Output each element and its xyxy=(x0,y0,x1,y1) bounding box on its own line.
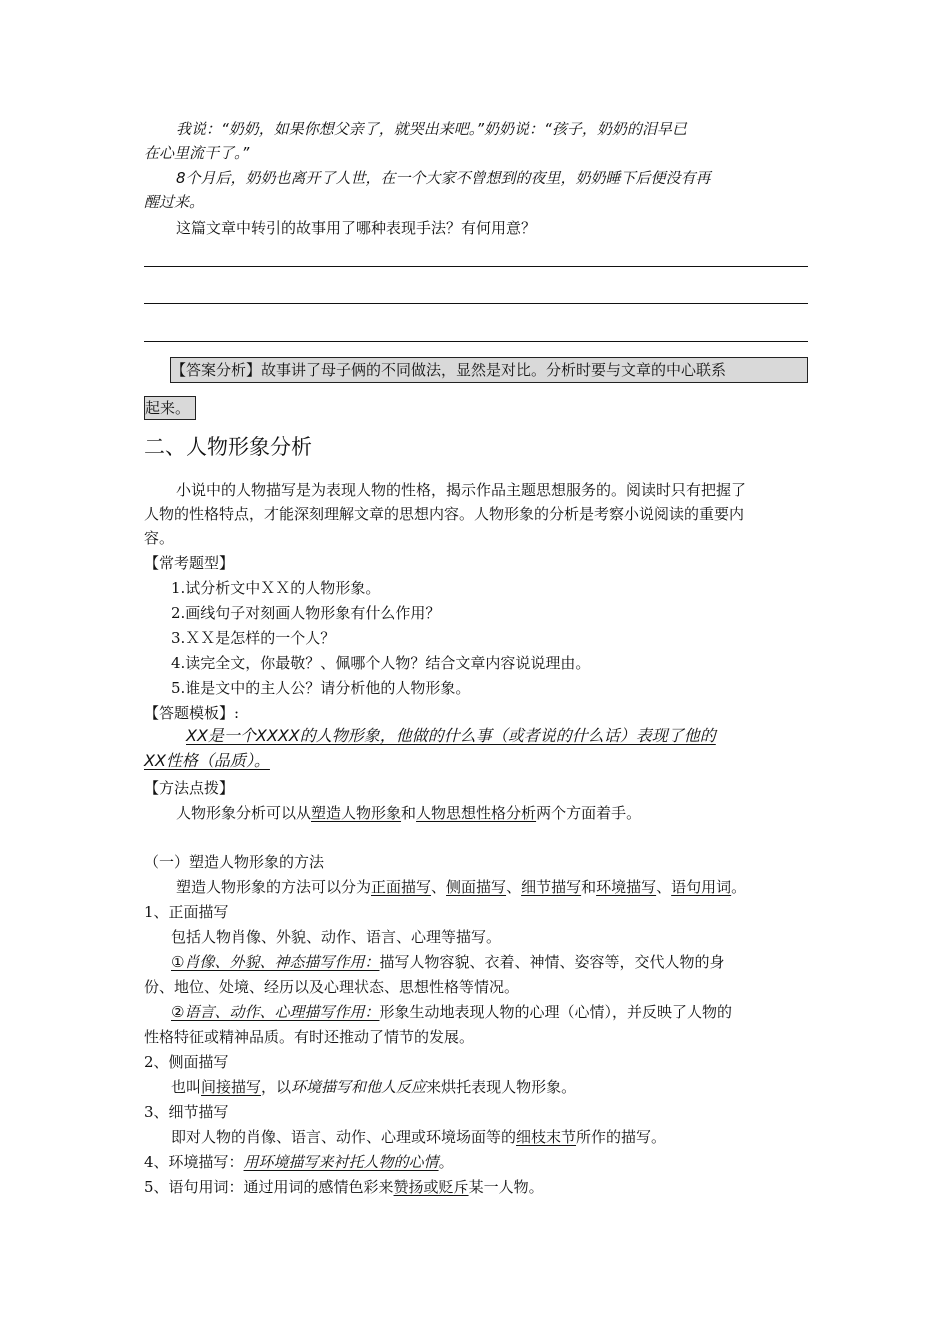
common-item-1: 1.试分析文中ＸＸ的人物形象。 xyxy=(171,579,381,597)
method-text: 两个方面着手。 xyxy=(536,804,642,822)
story-text: 在心里流干了。” xyxy=(144,144,250,162)
heading-detail-description: 3、细节描写 xyxy=(144,1103,229,1121)
common-item-4: 4.读完全文，你最敬？、佩哪个人物？结合文章内容说说理由。 xyxy=(171,654,591,672)
answer-template-line-1 xyxy=(186,724,850,748)
intro-line-1: 小说中的人物描写是为表现人物的性格，揭示作品主题思想服务的。阅读时只有把握了 xyxy=(176,481,747,499)
answer-line-1 xyxy=(144,266,808,267)
intro-line-2: 人物的性格特点，才能深刻理解文章的思想内容。人物形象的分析是考察小说阅读的重要内 xyxy=(144,505,745,523)
method-text: 人物形象分析可以从 xyxy=(176,804,312,822)
method-wording: 语句用词 xyxy=(671,878,732,896)
method-tips-text xyxy=(176,801,840,825)
language-effect-line-2: 性格特征或精神品质。有时还推动了情节的发展。 xyxy=(144,1028,475,1046)
portrait-effect-label: ①肖像、外貌、神态描写作用： xyxy=(171,953,380,971)
wording-text: 某一人物。 xyxy=(468,1178,544,1196)
story-paragraph-1-line-1 xyxy=(176,117,840,141)
story-paragraph-1-line-2 xyxy=(144,141,808,165)
side-description-text xyxy=(171,1075,835,1099)
side-text: 来烘托表现人物形象。 xyxy=(426,1078,577,1096)
separator: 、 xyxy=(431,878,447,896)
story-paragraph-2-line-1 xyxy=(176,166,840,190)
portrait-effect-text: 描写人物容貌、衣着、神情、姿容等，交代人物的身 xyxy=(379,953,725,971)
language-effect-text: 形象生动地表现人物的心理（心情），并反映了人物的 xyxy=(379,1003,732,1021)
detail-text: 即对人物的肖像、语言、动作、心理或环境场面等的 xyxy=(171,1128,517,1146)
story-paragraph-2-line-2 xyxy=(144,190,808,214)
subsection-title: （一）塑造人物形象的方法 xyxy=(144,853,325,871)
side-text: ，以 xyxy=(261,1078,292,1096)
answer-template-text: XX是一个XXXX的人物形象，他做的什么事（或者说的什么话）表现了他的 xyxy=(186,726,716,745)
environment-description-line xyxy=(144,1150,808,1174)
method-tips-label: 【方法点拨】 xyxy=(144,779,235,797)
answer-line-3 xyxy=(144,341,808,342)
separator: 、 xyxy=(506,878,522,896)
method-detail-description: 细节描写 xyxy=(521,878,582,896)
answer-label: 【答案分析】 xyxy=(171,361,262,379)
separator: 、 xyxy=(656,878,672,896)
portrait-effect-line-1 xyxy=(171,950,835,974)
story-text: 醒过来。 xyxy=(144,193,205,211)
method-underlined-1: 塑造人物形象 xyxy=(311,804,402,822)
question-text: 这篇文章中转引的故事用了哪种表现手法？有何用意？ xyxy=(176,219,537,237)
indirect-description: 间接描写 xyxy=(201,1078,262,1096)
story-text: 8个月后，奶奶也离开了人世，在一个大家不曾想到的夜里，奶奶睡下后便没有再 xyxy=(176,169,711,187)
method-front-description: 正面描写 xyxy=(371,878,432,896)
front-description-text: 包括人物肖像、外貌、动作、语言、心理等描写。 xyxy=(171,928,502,946)
method-text: 和 xyxy=(401,804,417,822)
common-item-3: 3.ＸＸ是怎样的一个人？ xyxy=(171,629,336,647)
environment-heading: 4、环境描写： xyxy=(144,1153,244,1171)
answer-line-2 xyxy=(144,303,808,304)
common-item-5: 5.谁是文中的主人公？请分析他的人物形象。 xyxy=(171,679,471,697)
story-text: 我说：“奶奶，如果你想父亲了，就哭出来吧。”奶奶说：“孩子，奶奶的泪早已 xyxy=(176,120,687,138)
language-effect-line-1 xyxy=(171,1000,835,1024)
side-emphasis: 环境描写和他人反应 xyxy=(291,1078,427,1096)
period: 。 xyxy=(731,878,747,896)
answer-template-text: XX性格（品质）。 xyxy=(144,751,270,770)
language-effect-label: ②语言、动作、心理描写作用： xyxy=(171,1003,380,1021)
methods-list-line xyxy=(176,875,840,899)
answer-analysis-box-line-1 xyxy=(170,357,808,383)
period: 。 xyxy=(438,1153,454,1171)
method-environment-description: 环境描写 xyxy=(596,878,657,896)
answer-analysis-box-line-2: 起来。 xyxy=(144,396,196,420)
heading-front-description: 1、正面描写 xyxy=(144,903,229,921)
answer-template-line-2 xyxy=(144,749,808,773)
section-title: 二、人物形象分析 xyxy=(144,435,312,459)
answer-text: 故事讲了母子俩的不同做法，显然是对比。分析时要与文章的中心联系 xyxy=(261,361,727,379)
common-item-2: 2.画线句子对刻画人物形象有什么作用？ xyxy=(171,604,441,622)
method-side-description: 侧面描写 xyxy=(446,878,507,896)
method-underlined-2: 人物思想性格分析 xyxy=(416,804,537,822)
fine-details: 细枝末节 xyxy=(516,1128,577,1146)
detail-text: 所作的描写。 xyxy=(576,1128,667,1146)
wording-heading: 5、语句用词：通过用词的感情色彩来 xyxy=(144,1178,394,1196)
heading-side-description: 2、侧面描写 xyxy=(144,1053,229,1071)
methods-text: 塑造人物形象的方法可以分为 xyxy=(176,878,372,896)
side-text: 也叫 xyxy=(171,1078,202,1096)
intro-line-3: 容。 xyxy=(144,529,175,547)
detail-description-text xyxy=(171,1125,835,1149)
praise-or-criticism: 赞扬或贬斥 xyxy=(393,1178,469,1196)
separator: 和 xyxy=(581,878,597,896)
environment-text: 用环境描写来衬托人物的心情 xyxy=(243,1153,439,1171)
wording-line xyxy=(144,1175,808,1199)
portrait-effect-line-2: 份、地位、处境、经历以及心理状态、思想性格等情况。 xyxy=(144,978,520,996)
common-question-types-label: 【常考题型】 xyxy=(144,554,235,572)
answer-template-label: 【答题模板】: xyxy=(144,704,240,722)
